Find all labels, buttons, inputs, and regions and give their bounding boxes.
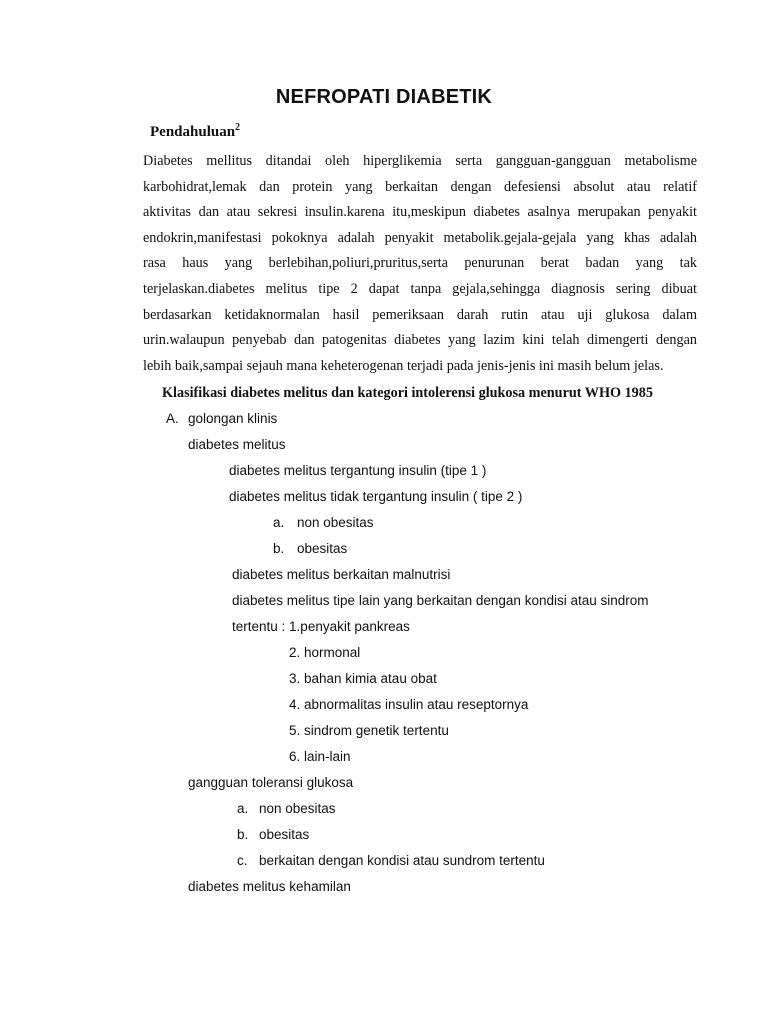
list-marker: c. [237, 853, 248, 868]
list-marker: b. [237, 827, 249, 842]
list-item: 6. lain-lain [289, 749, 351, 764]
list-item: diabetes melitus [188, 437, 286, 452]
paragraph-line: karbohidrat,lemak dan protein yang berkaitan dengan defesiensi absolut atau relatif [143, 178, 697, 195]
paragraph-line: urin.walaupun penyebab dan patogenitas diabetes yang lazim kini telah dimengerti dengan [143, 332, 697, 349]
list-item: golongan klinis [188, 411, 278, 426]
paragraph-line: terjelaskan.diabetes melitus tipe 2 dapat tanpa gejala,sehingga diagnosis sering dibuat [143, 280, 697, 297]
page-title: NEFROPATI DIABETIK [275, 86, 493, 108]
tertentu-item: 1.penyakit pankreas [289, 619, 410, 634]
list-item: diabetes melitus tidak tergantung insulin ( tipe 2 ) [229, 489, 523, 504]
list-item: 5. sindrom genetik tertentu [289, 723, 449, 738]
list-item [232, 619, 410, 634]
list-item: diabetes melitus tergantung insulin (tipe 1 ) [229, 463, 487, 478]
section-heading [150, 124, 240, 141]
paragraph-line: aktivitas dan atau sekresi insulin.karena itu,meskipun diabetes asalnya merupakan penyakit [143, 204, 697, 221]
list-item: diabetes melitus kehamilan [188, 879, 351, 894]
list-marker: b. [273, 541, 285, 556]
list-item: 2. hormonal [289, 645, 361, 660]
list-item: diabetes melitus berkaitan malnutrisi [232, 567, 451, 582]
tertentu-prefix: tertentu : [232, 619, 290, 634]
list-item: gangguan toleransi glukosa [188, 775, 354, 790]
list-item: 3. bahan kimia atau obat [289, 671, 437, 686]
list-item: 4. abnormalitas insulin atau reseptornya [289, 697, 529, 712]
list-item: berkaitan dengan kondisi atau sundrom tertentu [259, 853, 545, 868]
list-marker: a. [237, 801, 249, 816]
intro-paragraph [143, 149, 697, 379]
paragraph-line: berdasarkan ketidaknormalan hasil pemeriksaan darah rutin atau uji glukosa dalam [143, 306, 697, 323]
section-heading-text: Pendahuluan [150, 124, 236, 140]
list-item: diabetes melitus tipe lain yang berkaitan dengan kondisi atau sindrom [232, 593, 649, 608]
paragraph-line: Diabetes mellitus ditandai oleh hiperglikemia serta gangguan-gangguan metabolisme [143, 153, 697, 169]
list-item: non obesitas [297, 515, 374, 530]
list-item: obesitas [259, 827, 310, 842]
paragraph-line: lebih baik,sampai sejauh mana keheterogenan terjadi pada jenis-jenis ini masih belum jelas. [143, 357, 664, 374]
list-marker: A. [166, 411, 179, 426]
list-item: non obesitas [259, 801, 336, 816]
list-item: obesitas [297, 541, 348, 556]
footnote-marker: 2 [235, 122, 241, 133]
list-marker: a. [273, 515, 285, 530]
paragraph-line: endokrin,manifestasi pokoknya adalah penyakit metabolik.gejala-gejala yang khas adalah [143, 229, 697, 246]
paragraph-line: rasa haus yang berlebihan,poliuri,pruritus,serta penurunan berat badan yang tak [143, 255, 697, 272]
classification-heading: Klasifikasi diabetes melitus dan kategori intolerensi glukosa menurut WHO 1985 [162, 385, 653, 401]
